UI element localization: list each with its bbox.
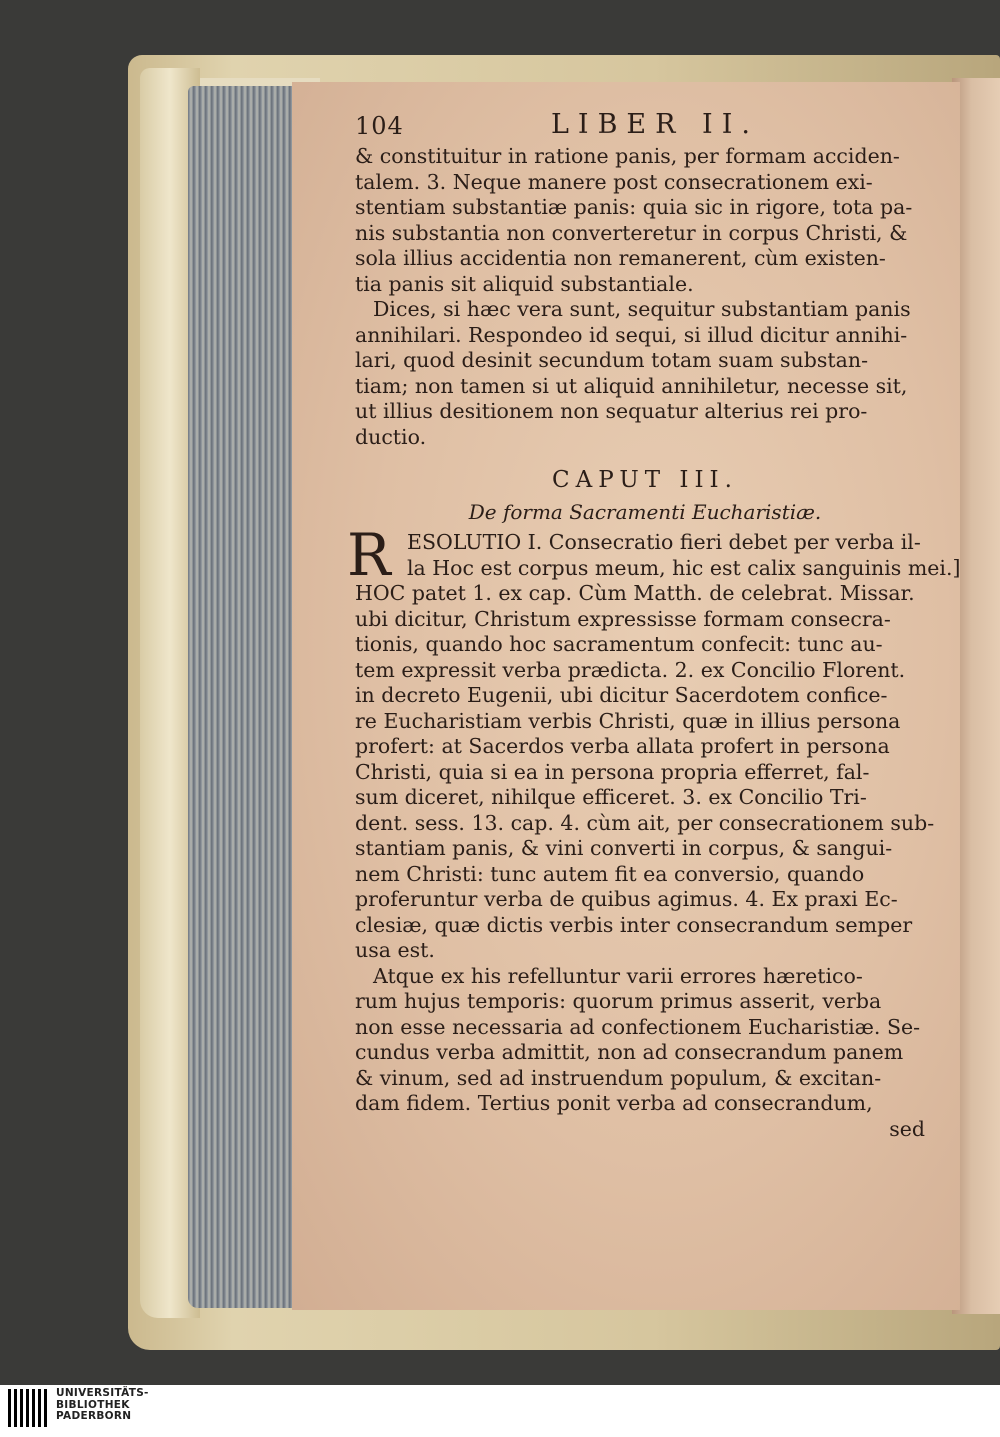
chapter-title: CAPUT III. bbox=[552, 467, 738, 493]
library-name-line: UNIVERSITÄTS- bbox=[56, 1387, 149, 1399]
page-number: 104 bbox=[355, 112, 404, 140]
text-line: Christi, quia si ea in persona propria efferret, fal- bbox=[355, 759, 870, 784]
text-line: re Eucharistiam verbis Christi, quæ in illius persona bbox=[355, 708, 901, 733]
text-line: stantiam panis, & vini converti in corpus, & sangui- bbox=[355, 836, 893, 860]
text-line: & vinum, sed ad instruendum populum, & excitan- bbox=[355, 1065, 882, 1090]
text-line: ut illius desitionem non sequatur alterius rei pro- bbox=[355, 399, 868, 423]
text-line: usa est. bbox=[355, 938, 435, 962]
text-line: sola illius accidentia non remanerent, cùm existen- bbox=[355, 246, 886, 270]
library-name bbox=[56, 1388, 149, 1423]
library-logo-icon bbox=[8, 1389, 50, 1429]
text-line: ductio. bbox=[355, 424, 427, 449]
running-head: LIBER II. bbox=[551, 109, 759, 140]
text-line: profert: at Sacerdos verba allata profert in persona bbox=[355, 734, 890, 758]
text-line: lari, quod desinit secundum totam suam substan- bbox=[355, 348, 868, 372]
text-line: dam fidem. Tertius ponit verba ad consecrandum, bbox=[355, 1091, 873, 1115]
text-line: proferuntur verba de quibus agimus. 4. Ex praxi Ec- bbox=[355, 887, 898, 911]
library-name-line: BIBLIOTHEK bbox=[56, 1398, 130, 1411]
text-line: clesiæ, quæ dictis verbis inter consecrandum semper bbox=[355, 912, 913, 937]
text-line: cundus verba admittit, non ad consecrandum panem bbox=[355, 1040, 904, 1064]
text-line: dent. sess. 13. cap. 4. cùm ait, per consecrationem sub- bbox=[355, 810, 935, 835]
catchword: sed bbox=[889, 1116, 925, 1141]
drop-cap: R bbox=[347, 521, 391, 589]
footer-bar bbox=[0, 1385, 1000, 1437]
text-line: tionis, quando hoc sacramentum confecit: tunc au- bbox=[355, 632, 883, 656]
paragraph-top bbox=[355, 144, 935, 450]
text-line: nem Christi: tunc autem fit ea conversio, quando bbox=[355, 861, 865, 886]
library-name-line: PADERBORN bbox=[56, 1410, 132, 1422]
text-line: annihilari. Respondeo id sequi, si illud dicitur annihi- bbox=[355, 322, 908, 347]
text-line: non esse necessaria ad confectionem Eucharistiæ. Se- bbox=[355, 1014, 921, 1039]
text-line: nis substantia non converteretur in corpus Christi, & bbox=[355, 220, 908, 245]
resolutio-paragraph bbox=[347, 521, 961, 1117]
page-stack-edge bbox=[188, 86, 300, 1308]
text-line: ubi dicitur, Christum expressisse formam consecra- bbox=[355, 606, 891, 631]
text-line: ESOLUTIO I. Consecratio fieri debet per verba il- bbox=[407, 530, 921, 554]
text-line: in decreto Eugenii, ubi dicitur Sacerdotem confice- bbox=[355, 683, 888, 707]
text-line: Dices, si hæc vera sunt, sequitur substantiam panis bbox=[373, 297, 911, 321]
text-line: Atque ex his refelluntur varii errores hæretico- bbox=[373, 963, 863, 988]
chapter-subtitle: De forma Sacramenti Eucharistiæ. bbox=[468, 500, 822, 524]
text-line: tia panis sit aliquid substantiale. bbox=[355, 271, 694, 296]
page-text bbox=[347, 109, 961, 1142]
text-line: & constituitur in ratione panis, per formam acciden- bbox=[355, 144, 900, 168]
text-line: sum diceret, nihilque efficeret. 3. ex Concilio Tri- bbox=[355, 785, 867, 809]
text-line: HOC patet 1. ex cap. Cùm Matth. de celebrat. Missar. bbox=[355, 581, 915, 605]
text-line: stentiam substantiæ panis: quia sic in rigore, tota pa- bbox=[355, 195, 913, 219]
text-line: tiam; non tamen si ut aliquid annihiletur, necesse sit, bbox=[355, 373, 908, 398]
text-line: la Hoc est corpus meum, hic est calix sanguinis mei.] bbox=[407, 555, 961, 580]
page-header bbox=[355, 109, 935, 144]
text-line: tem expressit verba prædicta. 2. ex Concilio Florent. bbox=[355, 657, 906, 682]
text-line: rum hujus temporis: quorum primus asserit, verba bbox=[355, 989, 882, 1013]
text-line: talem. 3. Neque manere post consecrationem exi- bbox=[355, 169, 873, 194]
